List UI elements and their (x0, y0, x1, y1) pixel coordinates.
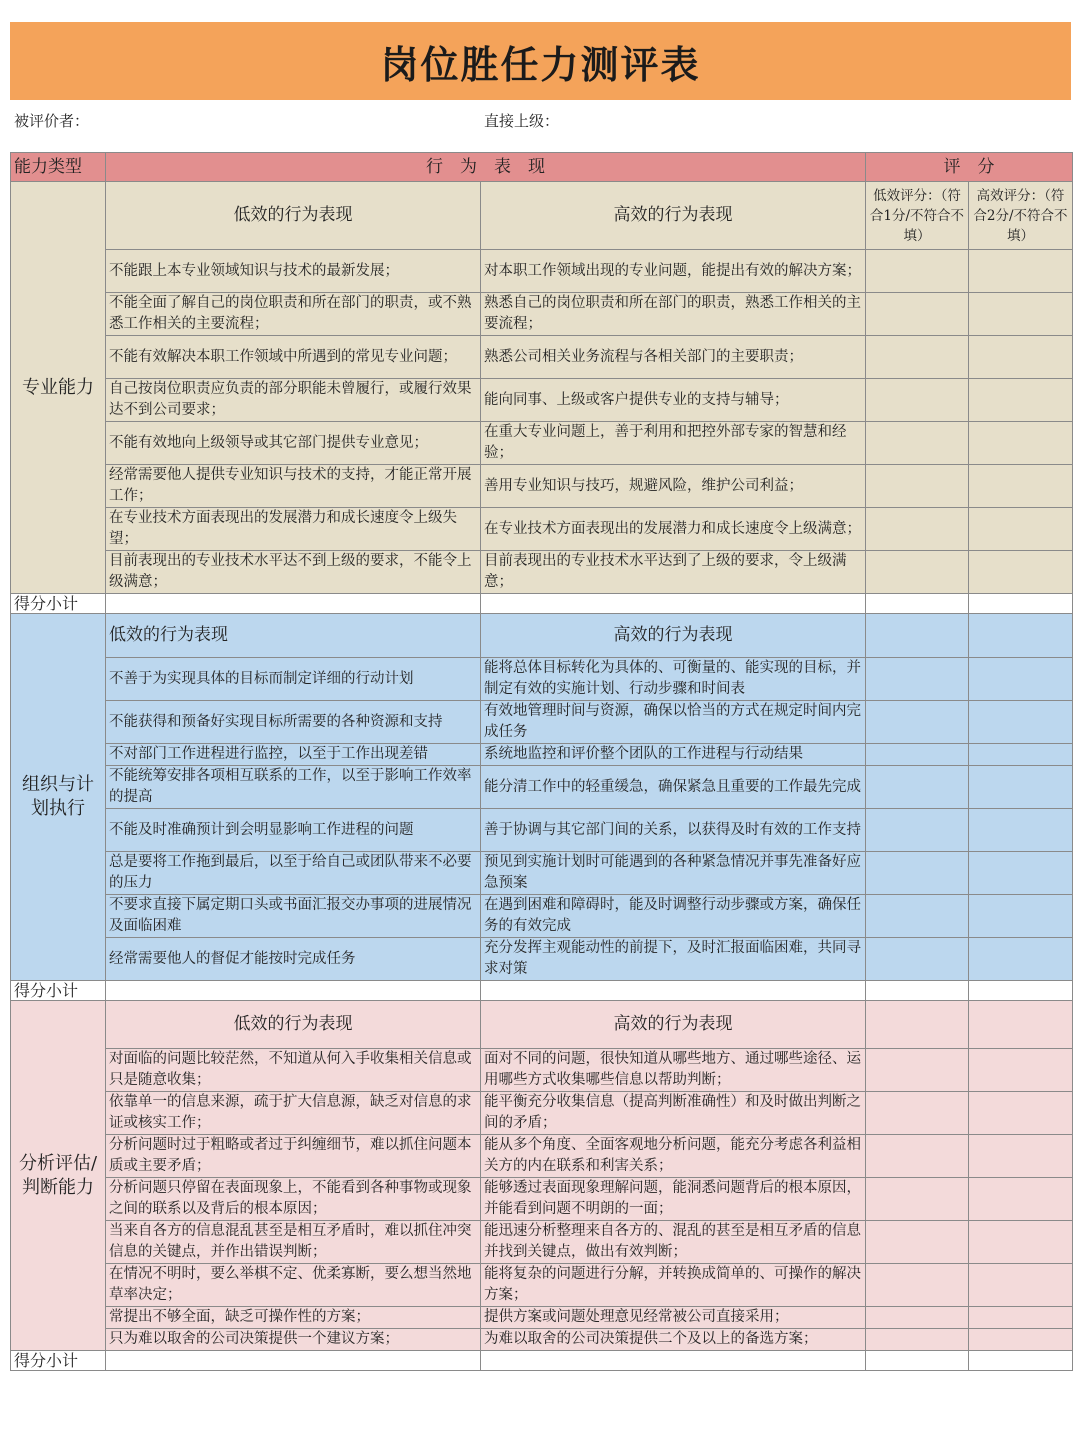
table-row (11, 422, 1073, 465)
subtotal-row (11, 594, 1073, 614)
table-row (11, 551, 1073, 594)
high-head: 高效的行为表现 (481, 182, 866, 250)
header-score: 评 分 (866, 153, 1073, 182)
table-row (11, 1221, 1073, 1264)
low-score-cell[interactable] (866, 1307, 969, 1329)
page-title: 岗位胜任力测评表 (380, 42, 701, 87)
high-cell: 能分清工作中的轻重缓急，确保紧急且重要的工作最先完成 (481, 766, 866, 809)
high-cell: 有效地管理时间与资源，确保以恰当的方式在规定时间内完成任务 (481, 701, 866, 744)
high-cell: 熟悉公司相关业务流程与各相关部门的主要职责； (481, 336, 866, 379)
table-row (11, 465, 1073, 508)
low-head: 低效的行为表现 (106, 182, 481, 250)
low-score-cell[interactable] (866, 1092, 969, 1135)
low-score-cell[interactable] (866, 766, 969, 809)
table-row (11, 1178, 1073, 1221)
table-row (11, 809, 1073, 852)
subtotal-label: 得分小计 (11, 981, 106, 1001)
table-row (11, 336, 1073, 379)
low-cell: 在情况不明时，要么举棋不定、优柔寡断，要么想当然地草率决定； (106, 1264, 481, 1307)
low-cell: 不要求直接下属定期口头或书面汇报交办事项的进展情况及面临困难 (106, 895, 481, 938)
high-cell: 系统地监控和评价整个团队的工作进程与行动结果 (481, 744, 866, 766)
low-score-cell[interactable] (866, 895, 969, 938)
table-row (11, 1135, 1073, 1178)
low-head: 低效的行为表现 (106, 1001, 481, 1049)
low-score-cell[interactable] (866, 852, 969, 895)
high-score-cell[interactable] (969, 852, 1073, 895)
subtotal-low-cell[interactable] (866, 981, 969, 1001)
high-score-cell[interactable] (969, 336, 1073, 379)
low-cell: 不善于为实现具体的目标而制定详细的行动计划 (106, 658, 481, 701)
subtotal-row (11, 981, 1073, 1001)
low-score-cell[interactable] (866, 938, 969, 981)
high-score-cell[interactable] (969, 379, 1073, 422)
high-score-cell[interactable] (969, 1307, 1073, 1329)
low-score-cell[interactable] (866, 465, 969, 508)
header-type: 能力类型 (11, 153, 106, 182)
low-cell: 只为难以取舍的公司决策提供一个建议方案； (106, 1329, 481, 1351)
low-score-cell[interactable] (866, 422, 969, 465)
high-score-cell[interactable] (969, 766, 1073, 809)
high-head: 高效的行为表现 (481, 1001, 866, 1049)
header-row (11, 153, 1073, 182)
low-score-head: 低效评分：（符合1分/不符合不填） (866, 182, 969, 250)
low-score-cell[interactable] (866, 1221, 969, 1264)
section-head-row (11, 614, 1073, 658)
high-score-cell[interactable] (969, 809, 1073, 852)
high-cell: 能向同事、上级或客户提供专业的支持与辅导； (481, 379, 866, 422)
low-cell: 不能有效解决本职工作领域中所遇到的常见专业问题； (106, 336, 481, 379)
high-score-cell[interactable] (969, 895, 1073, 938)
high-score-cell[interactable] (969, 508, 1073, 551)
table-row (11, 293, 1073, 336)
low-cell: 不能全面了解自己的岗位职责和所在部门的职责，或不熟悉工作相关的主要流程； (106, 293, 481, 336)
high-score-cell[interactable] (969, 1264, 1073, 1307)
subtotal-high-cell[interactable] (969, 981, 1073, 1001)
high-cell: 在重大专业问题上，善于利用和把控外部专家的智慧和经验； (481, 422, 866, 465)
low-cell: 经常需要他人提供专业知识与技术的支持，才能正常开展工作； (106, 465, 481, 508)
subtotal-label: 得分小计 (11, 594, 106, 614)
table-row (11, 744, 1073, 766)
high-score-cell[interactable] (969, 701, 1073, 744)
low-score-cell[interactable] (866, 744, 969, 766)
low-cell: 依靠单一的信息来源，疏于扩大信息源，缺乏对信息的求证或核实工作； (106, 1092, 481, 1135)
high-head: 高效的行为表现 (481, 614, 866, 658)
table-row (11, 658, 1073, 701)
low-score-cell[interactable] (866, 1135, 969, 1178)
high-cell: 能够透过表面现象理解问题，能洞悉问题背后的根本原因，并能看到问题不明朗的一面； (481, 1178, 866, 1221)
high-score-cell[interactable] (969, 465, 1073, 508)
table-row (11, 1049, 1073, 1092)
table-row (11, 250, 1073, 293)
section-head-row (11, 182, 1073, 250)
high-score-cell[interactable] (969, 551, 1073, 594)
evaluation-table (10, 152, 1073, 1371)
table-row (11, 1264, 1073, 1307)
high-score-cell[interactable] (969, 250, 1073, 293)
low-cell: 分析问题只停留在表面现象上，不能看到各种事物或现象之间的联系以及背后的根本原因； (106, 1178, 481, 1221)
table-row (11, 379, 1073, 422)
low-score-cell[interactable] (866, 379, 969, 422)
title-bar (10, 22, 1071, 100)
section-head-row (11, 1001, 1073, 1049)
high-cell: 目前表现出的专业技术水平达到了上级的要求，令上级满意； (481, 551, 866, 594)
high-score-cell[interactable] (969, 1049, 1073, 1092)
low-score-cell[interactable] (866, 701, 969, 744)
table-row (11, 938, 1073, 981)
high-cell: 预见到实施计划时可能遇到的各种紧急情况并事先准备好应急预案 (481, 852, 866, 895)
low-cell: 不能获得和预备好实现目标所需要的各种资源和支持 (106, 701, 481, 744)
high-score-cell[interactable] (969, 1135, 1073, 1178)
low-score-cell[interactable] (866, 1329, 969, 1351)
table-row (11, 1307, 1073, 1329)
table-row (11, 766, 1073, 809)
high-cell: 在遇到困难和障碍时，能及时调整行动步骤或方案，确保任务的有效完成 (481, 895, 866, 938)
high-cell: 善用专业知识与技巧，规避风险，维护公司利益； (481, 465, 866, 508)
low-score-cell[interactable] (866, 551, 969, 594)
subtotal-row (11, 1351, 1073, 1371)
evaluatee-label: 被评价者： (14, 112, 90, 130)
low-cell: 自己按岗位职责应负责的部分职能未曾履行，或履行效果达不到公司要求； (106, 379, 481, 422)
high-score-cell[interactable] (969, 744, 1073, 766)
low-head: 低效的行为表现 (106, 614, 481, 658)
supervisor-label: 直接上级： (484, 112, 560, 130)
high-cell: 充分发挥主观能动性的前提下，及时汇报面临困难，共同寻求对策 (481, 938, 866, 981)
low-score-cell[interactable] (866, 293, 969, 336)
low-cell: 在专业技术方面表现出的发展潜力和成长速度令上级失望； (106, 508, 481, 551)
low-score-cell[interactable] (866, 1049, 969, 1092)
high-score-cell[interactable] (969, 1329, 1073, 1351)
subtotal-low-cell[interactable] (866, 1351, 969, 1371)
subtotal-label: 得分小计 (11, 1351, 106, 1371)
low-cell: 总是要将工作拖到最后，以至于给自己或团队带来不必要的压力 (106, 852, 481, 895)
high-cell: 为难以取舍的公司决策提供二个及以上的备选方案； (481, 1329, 866, 1351)
low-cell: 常提出不够全面，缺乏可操作性的方案； (106, 1307, 481, 1329)
table-row (11, 852, 1073, 895)
ability-type: 专业能力 (11, 182, 106, 594)
table-row (11, 508, 1073, 551)
low-cell: 经常需要他人的督促才能按时完成任务 (106, 938, 481, 981)
high-cell: 善于协调与其它部门间的关系，以获得及时有效的工作支持 (481, 809, 866, 852)
low-cell: 不能跟上本专业领域知识与技术的最新发展； (106, 250, 481, 293)
low-cell: 对面临的问题比较茫然，不知道从何入手收集相关信息或只是随意收集； (106, 1049, 481, 1092)
table-row (11, 895, 1073, 938)
ability-type: 组织与计划执行 (11, 614, 106, 981)
header-behavior: 行 为 表 现 (106, 153, 866, 182)
low-score-cell[interactable] (866, 508, 969, 551)
table-row (11, 701, 1073, 744)
subtotal-high-cell[interactable] (969, 594, 1073, 614)
low-score-cell[interactable] (866, 336, 969, 379)
ability-type: 分析评估/判断能力 (11, 1001, 106, 1351)
high-score-cell[interactable] (969, 422, 1073, 465)
table-row (11, 1329, 1073, 1351)
high-score-cell[interactable] (969, 1092, 1073, 1135)
low-score-cell[interactable] (866, 1178, 969, 1221)
low-cell: 目前表现出的专业技术水平达不到上级的要求，不能令上级满意； (106, 551, 481, 594)
low-cell: 不能及时准确预计到会明显影响工作进程的问题 (106, 809, 481, 852)
high-score-head: 高效评分：（符合2分/不符合不填） (969, 182, 1073, 250)
high-cell: 能从多个角度、全面客观地分析问题，能充分考虑各利益相关方的内在联系和利害关系； (481, 1135, 866, 1178)
high-cell: 能将复杂的问题进行分解，并转换成简单的、可操作的解决方案； (481, 1264, 866, 1307)
low-cell: 不对部门工作进程进行监控，以至于工作出现差错 (106, 744, 481, 766)
low-score-cell[interactable] (866, 1264, 969, 1307)
high-cell: 对本职工作领域出现的专业问题，能提出有效的解决方案； (481, 250, 866, 293)
high-cell: 能将总体目标转化为具体的、可衡量的、能实现的目标，并制定有效的实施计划、行动步骤和时间表 (481, 658, 866, 701)
high-cell: 能迅速分析整理来自各方的、混乱的甚至是相互矛盾的信息并找到关键点，做出有效判断； (481, 1221, 866, 1264)
high-score-cell[interactable] (969, 1178, 1073, 1221)
high-score-cell[interactable] (969, 293, 1073, 336)
high-cell: 能平衡充分收集信息（提高判断准确性）和及时做出判断之间的矛盾； (481, 1092, 866, 1135)
high-score-cell[interactable] (969, 658, 1073, 701)
high-score-cell[interactable] (969, 938, 1073, 981)
high-cell: 面对不同的问题，很快知道从哪些地方、通过哪些途径、运用哪些方式收集哪些信息以帮助判断； (481, 1049, 866, 1092)
high-score-cell[interactable] (969, 1221, 1073, 1264)
low-cell: 不能统筹安排各项相互联系的工作，以至于影响工作效率的提高 (106, 766, 481, 809)
low-cell: 不能有效地向上级领导或其它部门提供专业意见； (106, 422, 481, 465)
table-row (11, 1092, 1073, 1135)
low-score-cell[interactable] (866, 809, 969, 852)
low-cell: 当来自各方的信息混乱甚至是相互矛盾时，难以抓住冲突信息的关键点，并作出错误判断； (106, 1221, 481, 1264)
high-cell: 提供方案或问题处理意见经常被公司直接采用； (481, 1307, 866, 1329)
high-cell: 熟悉自己的岗位职责和所在部门的职责，熟悉工作相关的主要流程； (481, 293, 866, 336)
low-score-cell[interactable] (866, 658, 969, 701)
low-score-cell[interactable] (866, 250, 969, 293)
subtotal-low-cell[interactable] (866, 594, 969, 614)
low-cell: 分析问题时过于粗略或者过于纠缠细节，难以抓住问题本质或主要矛盾； (106, 1135, 481, 1178)
subtotal-high-cell[interactable] (969, 1351, 1073, 1371)
high-cell: 在专业技术方面表现出的发展潜力和成长速度令上级满意； (481, 508, 866, 551)
